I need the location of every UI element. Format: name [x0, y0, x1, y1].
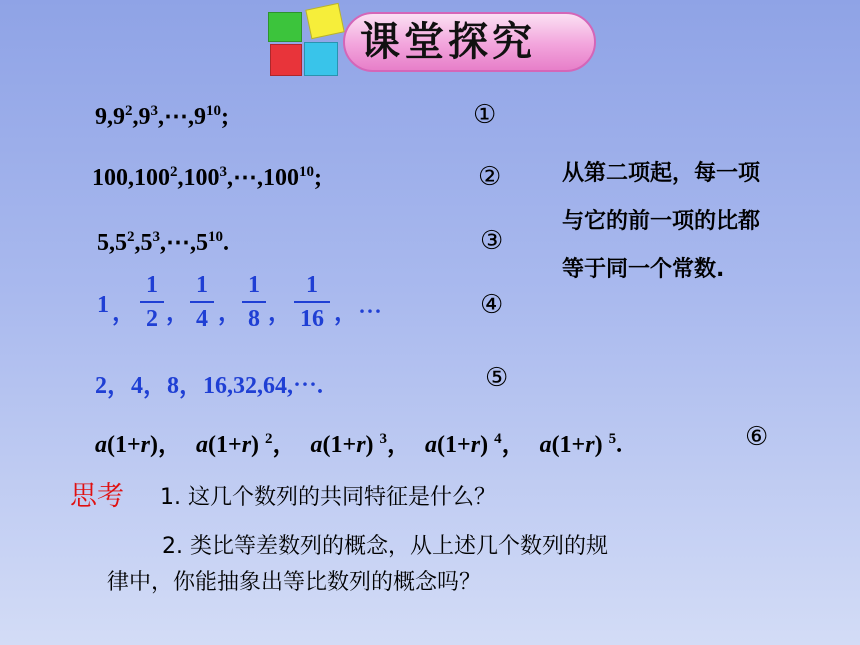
note-line-3: 等于同一个常数. [562, 257, 725, 282]
seq-exponent: 2 [170, 164, 178, 180]
marker-6: ⑥ [745, 422, 769, 452]
seq-exponent: 2 [127, 229, 135, 245]
seq-text: ,100 [177, 165, 220, 191]
sequence-4-sep: ， [218, 300, 242, 326]
seq-exponent: 3 [150, 103, 158, 119]
cube-green [268, 12, 302, 42]
term-4: a(1+r) $^4$， [425, 431, 526, 458]
seq-text: 5,5 [97, 230, 127, 256]
ratio-note [562, 150, 832, 294]
fraction-1: 1 2 [140, 272, 164, 332]
sequence-1 [95, 102, 229, 131]
seq-text: ,⋯,9 [158, 104, 206, 130]
seq-text: ; [221, 104, 229, 130]
question-2-line-1: 2. 类比等差数列的概念，从上述几个数列的规 [162, 534, 608, 559]
fraction-4: 1 16 [294, 272, 330, 332]
marker-3: ③ [480, 226, 504, 256]
seq-text: ,⋯,100 [227, 165, 299, 191]
seq-exponent: 3 [219, 164, 227, 180]
marker-1: ① [473, 100, 497, 130]
sequence-4-tail: ，⋯ [334, 300, 382, 326]
term-5: a(1+r) $^5$. [539, 431, 623, 458]
seq-text: ; [314, 165, 322, 191]
seq-exponent: 10 [299, 164, 314, 180]
question-2-line-2: 律中，你能抽象出等比数列的概念吗？ [107, 570, 482, 595]
seq-exponent: 2 [125, 103, 133, 119]
note-line-2: 与它的前一项的比都 [562, 209, 761, 234]
seq-exponent: 10 [206, 103, 221, 119]
sequence-3 [97, 228, 229, 257]
term-2: a(1+r) $^2$， [196, 431, 297, 458]
marker-4: ④ [480, 290, 504, 320]
sequence-4-sep: ， [268, 300, 292, 326]
marker-5: ⑤ [485, 363, 509, 393]
note-line-1: 从第二项起，每一项 [562, 161, 761, 186]
seq-text: 100,100 [92, 165, 170, 191]
question-1: 1. 这几个数列的共同特征是什么？ [160, 485, 496, 510]
sequence-4-first: 1 [97, 292, 109, 318]
seq-text: ,⋯,5 [160, 230, 208, 256]
fraction-3: 1 8 [242, 272, 266, 332]
cube-red [270, 44, 302, 76]
sequence-4-sep: ， [112, 300, 136, 326]
think-label: 思考 [70, 481, 124, 512]
seq-text: ,5 [134, 230, 153, 256]
term-3: a(1+r) $^3$， [310, 431, 412, 458]
term-1: a(1+r)， [95, 432, 183, 458]
cube-yellow [305, 3, 344, 39]
seq-text: . [223, 230, 229, 256]
page-title: 课堂探究 [360, 19, 536, 65]
sequence-4-sep: ， [166, 300, 190, 326]
sequence-5: 2，4，8，16,32,64,⋯. [95, 373, 323, 399]
sequence-6 [95, 424, 622, 459]
seq-text: ,9 [132, 104, 151, 130]
seq-exponent: 3 [152, 229, 160, 245]
seq-text: 9,9 [95, 104, 125, 130]
seq-exponent: 10 [208, 229, 223, 245]
marker-2: ② [478, 162, 502, 192]
header-cubes [268, 6, 348, 78]
fraction-2: 1 4 [190, 272, 214, 332]
sequence-2 [92, 163, 322, 192]
cube-cyan [304, 42, 338, 76]
